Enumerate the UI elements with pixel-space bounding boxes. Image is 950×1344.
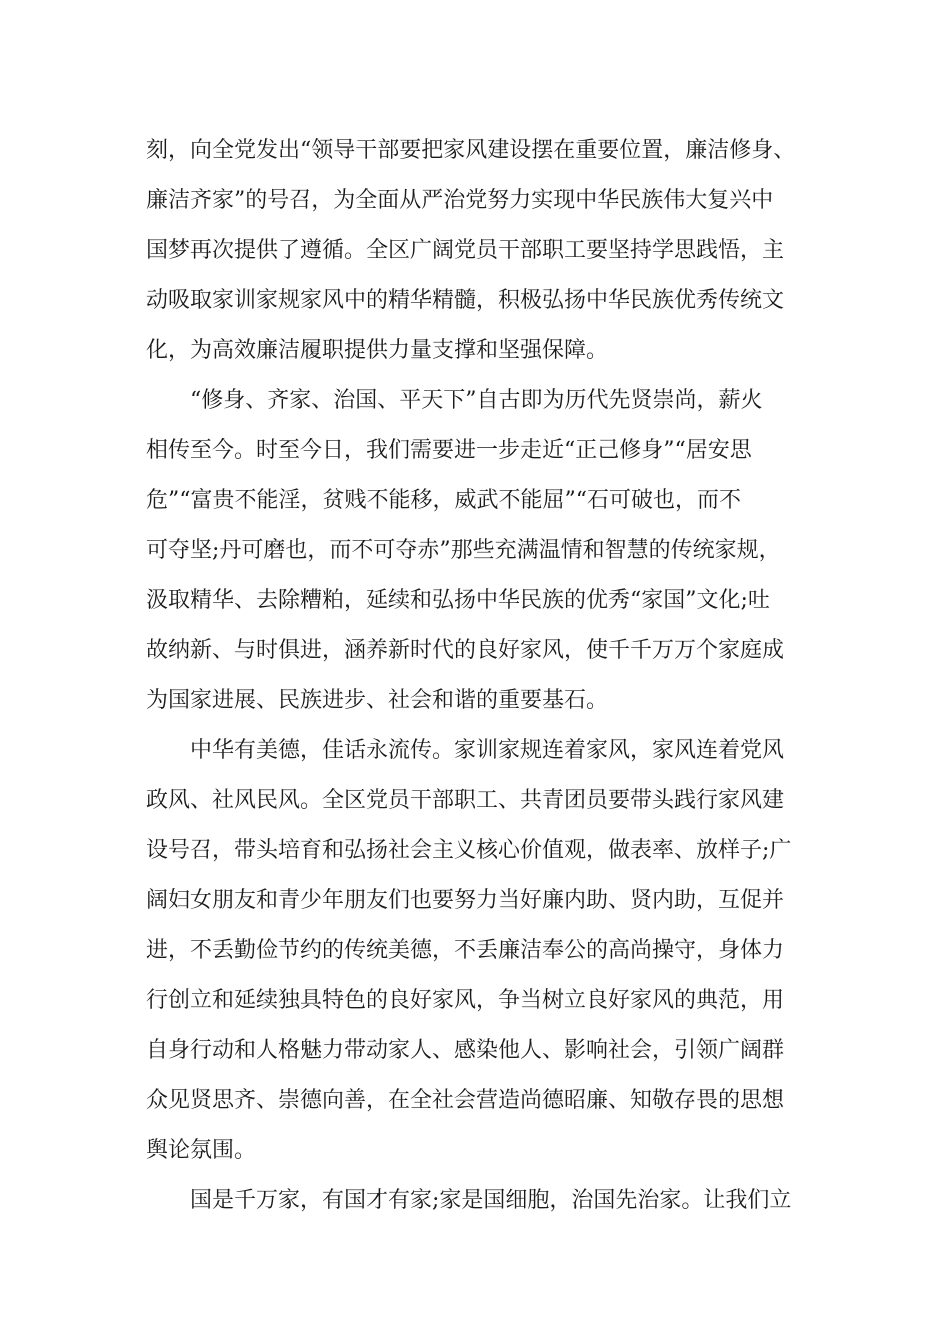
paragraph-1-line-2: 廉洁齐家”的号召，为全面从严治党努力实现中华民族伟大复兴中 bbox=[146, 188, 774, 213]
paragraph-2-line-5: 汲取精华、去除糟粕，延续和弘扬中华民族的优秀“家国”文化;吐 bbox=[146, 588, 770, 613]
paragraph-1-line-1: 刻，向全党发出“领导干部要把家风建设摆在重要位置，廉洁修身、 bbox=[146, 138, 796, 163]
paragraph-3-line-2: 政风、社风民风。全区党员干部职工、共青团员要带头践行家风建 bbox=[146, 788, 785, 813]
paragraph-3-line-4: 阔妇女朋友和青少年朋友们也要努力当好廉内助、贤内助，互促并 bbox=[146, 888, 785, 913]
paragraph-2-line-1: “修身、齐家、治国、平天下”自古即为历代先贤崇尚，薪火 bbox=[190, 388, 763, 413]
paragraph-2-line-3: 危”“富贵不能淫，贫贱不能移，威武不能屈”“石可破也，而不 bbox=[146, 488, 741, 513]
paragraph-2-line-6: 故纳新、与时俱进，涵养新时代的良好家风，使千千万万个家庭成 bbox=[146, 638, 785, 663]
paragraph-3-line-7: 自身行动和人格魅力带动家人、感染他人、影响社会，引领广阔群 bbox=[146, 1038, 785, 1063]
paragraph-1-line-3: 国梦再次提供了遵循。全区广阔党员干部职工要坚持学思践悟，主 bbox=[146, 238, 785, 263]
paragraph-3-line-8: 众见贤思齐、崇德向善，在全社会营造尚德昭廉、知敬存畏的思想 bbox=[146, 1088, 785, 1113]
paragraph-3-line-3: 设号召，带头培育和弘扬社会主义核心价值观，做表率、放样子;广 bbox=[146, 838, 792, 863]
paragraph-4-line-1: 国是千万家，有国才有家;家是国细胞，治国先治家。让我们立 bbox=[190, 1188, 792, 1213]
paragraph-2-line-2: 相传至今。时至今日，我们需要进一步走近“正己修身”“居安思 bbox=[146, 438, 752, 463]
paragraph-3-line-6: 行创立和延续独具特色的良好家风，争当树立良好家风的典范，用 bbox=[146, 988, 785, 1013]
paragraph-1-line-4: 动吸取家训家规家风中的精华精髓，积极弘扬中华民族优秀传统文 bbox=[146, 288, 785, 313]
paragraph-1-line-5: 化，为高效廉洁履职提供力量支撑和坚强保障。 bbox=[146, 338, 609, 363]
paragraph-3-line-5: 进，不丢勤俭节约的传统美德，不丢廉洁奉公的高尚操守，身体力 bbox=[146, 938, 785, 963]
paragraph-2-line-4: 可夺坚;丹可磨也，而不可夺赤”那些充满温情和智慧的传统家规， bbox=[146, 538, 781, 563]
paragraph-2-line-7: 为国家进展、民族进步、社会和谐的重要基石。 bbox=[146, 688, 609, 713]
paragraph-3-line-1: 中华有美德，佳话永流传。家训家规连着家风，家风连着党风 bbox=[190, 738, 785, 763]
paragraph-3-line-9: 舆论氛围。 bbox=[146, 1138, 257, 1163]
